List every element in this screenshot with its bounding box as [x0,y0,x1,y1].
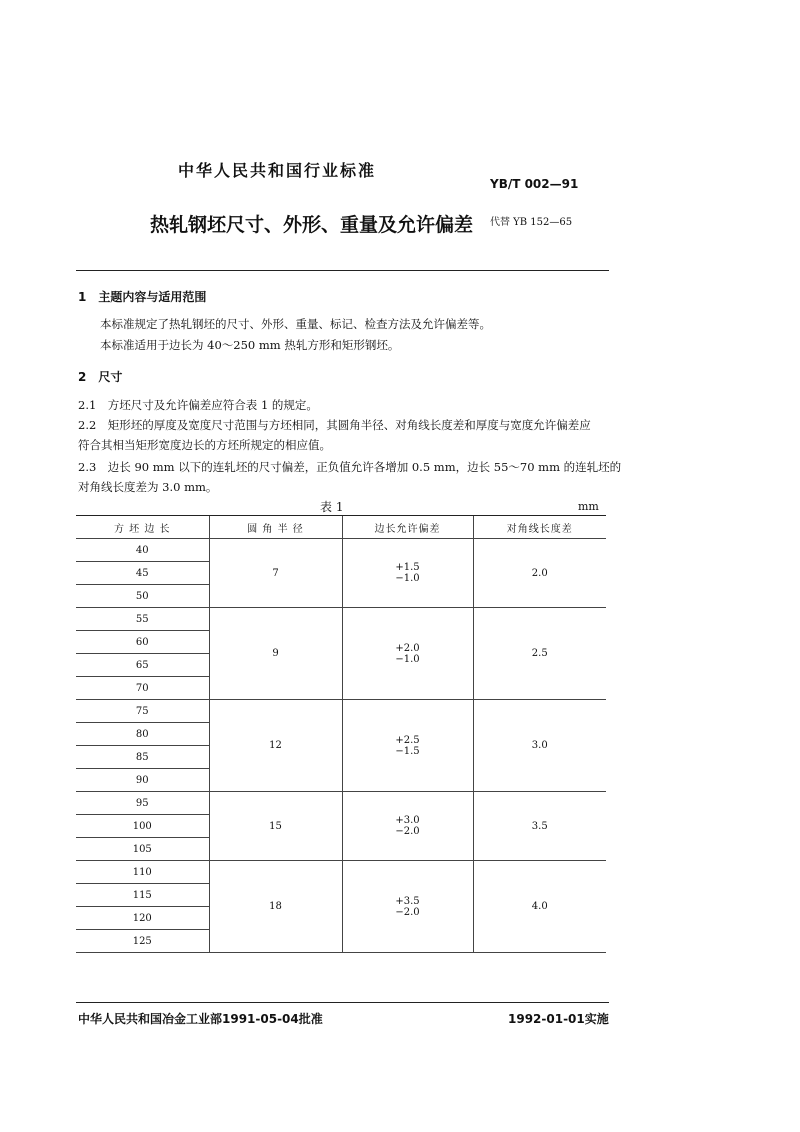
standard-number: YB/T 002—91 [490,177,579,191]
table-row [76,608,606,631]
table-unit: mm [578,500,599,513]
header-divider [76,270,609,271]
side-length-cell: 105 [76,838,209,861]
dimension-tolerance-table [76,515,606,953]
side-tolerance-cell [342,792,473,861]
document-title: 热轧钢坯尺寸、外形、重量及允许偏差 [150,214,474,236]
diagonal-difference-cell: 2.5 [473,608,606,700]
side-length-cell: 100 [76,815,209,838]
header-diagonal-difference: 对角线长度差 [473,516,606,539]
clause-2-2-line-2: 符合其相当矩形宽度边长的方坯所规定的相应值。 [78,438,331,452]
side-length-cell: 60 [76,631,209,654]
diagonal-difference-cell: 3.5 [473,792,606,861]
clause-2-1: 2.1 方坯尺寸及允许偏差应符合表 1 的规定。 [78,398,318,412]
tolerance-plus: +3.0 [395,815,420,826]
table-row [76,539,606,562]
tolerance-minus: −1.0 [395,653,420,665]
side-tolerance-cell [342,608,473,700]
replaces-standard: 代替 YB 152—65 [490,217,573,228]
table-header-row [76,516,606,539]
side-length-cell: 65 [76,654,209,677]
side-length-cell: 85 [76,746,209,769]
header-side-tolerance: 边长允许偏差 [342,516,473,539]
side-length-cell: 80 [76,723,209,746]
approval-note: 中华人民共和国冶金工业部1991-05-04批准 [78,1012,323,1026]
table-body [76,539,606,953]
corner-radius-cell: 15 [209,792,342,861]
table-caption: 表 1 [320,500,344,514]
section-1-para-1: 本标准规定了热轧钢坯的尺寸、外形、重量、标记、检查方法及允许偏差等。 [100,317,491,331]
side-tolerance-cell [342,539,473,608]
corner-radius-cell: 12 [209,700,342,792]
side-length-cell: 115 [76,884,209,907]
tolerance-minus: −2.0 [395,826,420,837]
tolerance-plus: +1.5 [395,562,420,573]
side-length-cell: 50 [76,585,209,608]
side-length-cell: 125 [76,930,209,953]
side-length-cell: 40 [76,539,209,562]
corner-radius-cell: 7 [209,539,342,608]
side-length-cell: 70 [76,677,209,700]
tolerance-plus: +2.0 [395,642,420,654]
section-2-heading: 2 尺寸 [78,370,123,384]
side-length-cell: 120 [76,907,209,930]
header-side-length: 方 坯 边 长 [76,516,209,539]
table-row [76,700,606,723]
side-tolerance-cell [342,700,473,792]
side-length-cell: 110 [76,861,209,884]
header-corner-radius: 圆 角 半 径 [209,516,342,539]
diagonal-difference-cell: 2.0 [473,539,606,608]
footer-divider [76,1002,609,1003]
side-length-cell: 45 [76,562,209,585]
side-length-cell: 75 [76,700,209,723]
side-length-cell: 95 [76,792,209,815]
tolerance-minus: −1.0 [395,573,420,584]
tolerance-plus: +2.5 [395,734,420,746]
clause-2-3-line-1: 2.3 边长 90 mm 以下的连轧坯的尺寸偏差，正负值允许各增加 0.5 mm，边长 55～70 mm 的连轧坯的 [78,460,622,474]
effective-date: 1992-01-01实施 [508,1012,609,1026]
tolerance-minus: −2.0 [395,906,420,918]
corner-radius-cell: 18 [209,861,342,953]
side-length-cell: 90 [76,769,209,792]
table-row [76,861,606,884]
side-tolerance-cell [342,861,473,953]
table-row [76,792,606,815]
tolerance-minus: −1.5 [395,745,420,757]
section-1-heading: 1 主题内容与适用范围 [78,290,207,304]
section-1-para-2: 本标准适用于边长为 40～250 mm 热轧方形和矩形钢坯。 [100,338,400,352]
issuing-organization: 中华人民共和国行业标准 [178,161,377,180]
diagonal-difference-cell: 3.0 [473,700,606,792]
clause-2-2-line-1: 2.2 矩形坯的厚度及宽度尺寸范围与方坯相同，其圆角半径、对角线长度差和厚度与宽度允许偏差应 [78,418,591,432]
side-length-cell: 55 [76,608,209,631]
tolerance-plus: +3.5 [395,895,420,907]
diagonal-difference-cell: 4.0 [473,861,606,953]
corner-radius-cell: 9 [209,608,342,700]
clause-2-3-line-2: 对角线长度差为 3.0 mm。 [78,480,218,494]
